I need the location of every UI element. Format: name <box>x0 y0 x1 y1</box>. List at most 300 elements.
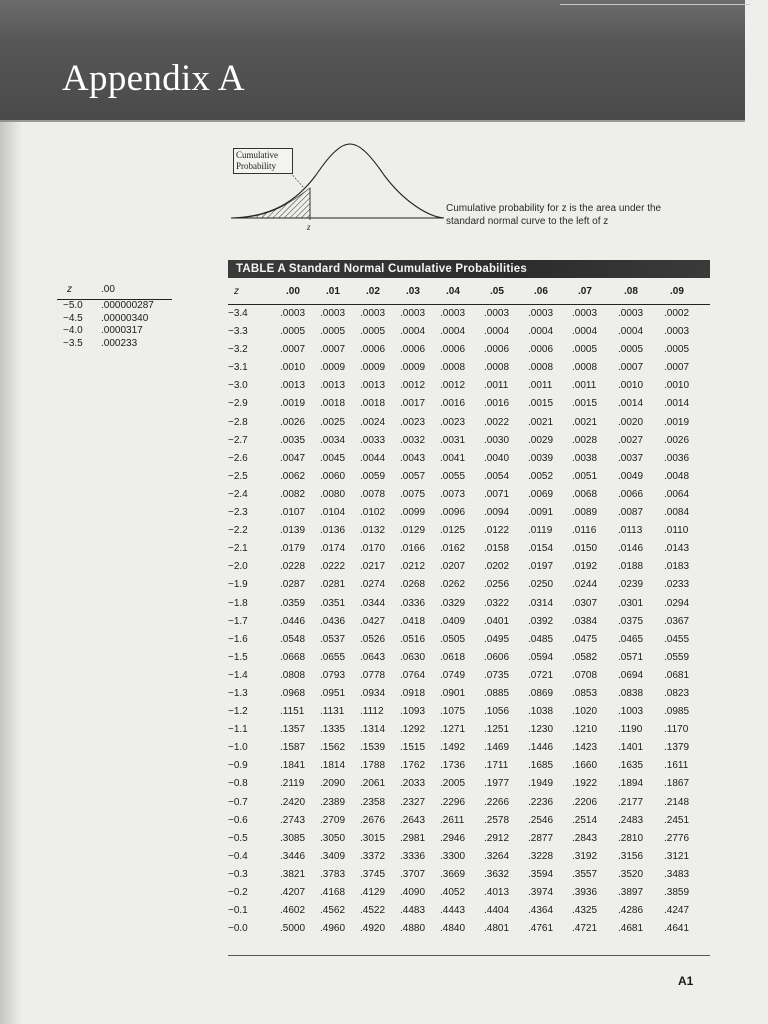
probability-cell: .1685 <box>528 760 554 772</box>
extreme-probability-value: .000000287 <box>101 300 154 311</box>
row-z-value: −2.5 <box>228 470 248 482</box>
probability-cell: .3483 <box>664 868 690 880</box>
probability-cell: .0039 <box>528 452 554 464</box>
probability-cell: .0016 <box>484 398 510 410</box>
probability-cell: .0009 <box>360 362 386 374</box>
probability-cell: .0132 <box>360 525 386 537</box>
probability-cell: .0045 <box>320 452 346 464</box>
table-row <box>228 739 710 757</box>
probability-cell: .0006 <box>484 344 510 356</box>
probability-cell: .1977 <box>484 778 510 790</box>
probability-cell: .1271 <box>440 724 466 736</box>
probability-cell: .4801 <box>484 923 510 935</box>
table-row <box>228 504 710 522</box>
probability-cell: .0202 <box>484 561 510 573</box>
probability-cell: .4286 <box>618 905 644 917</box>
probability-cell: .2546 <box>528 814 554 826</box>
figure-caption: Cumulative probability for z is the area under the standard normal curve to the left of z <box>446 203 662 227</box>
probability-cell: .0179 <box>280 543 306 555</box>
table-row <box>228 902 710 920</box>
probability-cell: .0823 <box>664 687 690 699</box>
probability-cell: .0026 <box>280 416 306 428</box>
probability-cell: .0078 <box>360 488 386 500</box>
probability-cell: .0004 <box>572 326 598 338</box>
probability-cell: .0007 <box>280 344 306 356</box>
row-z-value: −2.1 <box>228 543 248 555</box>
probability-cell: .0012 <box>440 380 466 392</box>
probability-cell: .0060 <box>320 470 346 482</box>
probability-cell: .0003 <box>320 308 346 319</box>
row-z-value: −1.6 <box>228 633 248 645</box>
probability-cell: .0007 <box>664 362 690 374</box>
probability-cell: .0228 <box>280 561 306 573</box>
probability-cell: .4960 <box>320 923 346 935</box>
table-row <box>228 866 710 884</box>
probability-cell: .4247 <box>664 905 690 917</box>
probability-cell: .1635 <box>618 760 644 772</box>
probability-cell: .0007 <box>618 362 644 374</box>
row-z-value: −3.3 <box>228 326 248 338</box>
header-col-10: .09 <box>670 286 684 297</box>
probability-cell: .0110 <box>664 525 689 537</box>
table-row <box>228 757 710 775</box>
probability-cell: .0005 <box>572 344 598 356</box>
probability-cell: .0764 <box>400 669 426 681</box>
probability-cell: .2877 <box>528 832 554 844</box>
probability-cell: .1492 <box>440 742 466 754</box>
probability-cell: .0375 <box>618 615 644 627</box>
probability-cell: .2266 <box>484 796 510 808</box>
probability-cell: .2611 <box>440 814 465 826</box>
probability-cell: .1894 <box>618 778 644 790</box>
probability-cell: .0007 <box>320 344 346 356</box>
probability-cell: .1515 <box>400 742 426 754</box>
probability-cell: .5000 <box>280 923 306 935</box>
probability-cell: .3974 <box>528 887 554 898</box>
table-row <box>228 468 710 486</box>
probability-cell: .0028 <box>572 434 598 446</box>
probability-cell: .0274 <box>360 579 386 591</box>
probability-cell: .0018 <box>320 398 346 410</box>
probability-cell: .0239 <box>618 579 644 591</box>
probability-cell: .0055 <box>440 470 466 482</box>
row-z-value: −1.3 <box>228 687 248 699</box>
probability-cell: .0721 <box>528 669 554 681</box>
extreme-z-value: −5.0 <box>63 300 83 311</box>
probability-cell: .4641 <box>664 923 690 935</box>
probability-cell: .0040 <box>484 452 510 464</box>
probability-cell: .0075 <box>400 488 426 500</box>
probability-cell: .2358 <box>360 796 386 808</box>
probability-cell: .2743 <box>280 814 306 826</box>
probability-cell: .0301 <box>618 597 644 609</box>
row-z-value: −2.4 <box>228 488 248 500</box>
probability-cell: .0003 <box>440 308 466 319</box>
probability-cell: .1949 <box>528 778 554 790</box>
probability-cell: .0010 <box>618 380 644 392</box>
probability-cell: .0030 <box>484 434 510 446</box>
probability-cell: .1762 <box>400 760 426 772</box>
probability-cell: .4129 <box>360 887 386 898</box>
probability-cell: .0082 <box>280 488 306 500</box>
probability-cell: .0071 <box>484 488 510 500</box>
probability-cell: .0008 <box>440 362 466 374</box>
figure-z-label: z <box>307 222 311 232</box>
probability-cell: .0003 <box>664 326 690 338</box>
probability-cell: .0618 <box>440 651 466 663</box>
row-z-value: −0.9 <box>228 760 248 772</box>
table-row <box>228 848 710 866</box>
probability-cell: .2090 <box>320 778 346 790</box>
probability-cell: .0681 <box>664 669 690 681</box>
probability-cell: .0250 <box>528 579 554 591</box>
probability-cell: .0080 <box>320 488 346 500</box>
probability-cell: .0233 <box>664 579 690 591</box>
probability-cell: .0099 <box>400 507 426 519</box>
probability-cell: .3264 <box>484 850 510 862</box>
probability-cell: .1922 <box>572 778 598 790</box>
probability-cell: .0475 <box>572 633 598 645</box>
probability-cell: .0708 <box>572 669 598 681</box>
table-row <box>228 812 710 830</box>
probability-cell: .0606 <box>484 651 510 663</box>
extreme-z-row <box>57 300 172 313</box>
probability-cell: .0043 <box>400 452 426 464</box>
row-z-value: −3.1 <box>228 362 248 374</box>
probability-cell: .2483 <box>618 814 644 826</box>
probability-cell: .0022 <box>484 416 510 428</box>
probability-cell: .1736 <box>440 760 466 772</box>
probability-cell: .0344 <box>360 597 386 609</box>
probability-cell: .0401 <box>484 615 510 627</box>
probability-cell: .3897 <box>618 887 644 898</box>
probability-cell: .0367 <box>664 615 690 627</box>
probability-cell: .0694 <box>618 669 644 681</box>
probability-cell: .2327 <box>400 796 426 808</box>
table-row <box>228 775 710 793</box>
probability-cell: .2578 <box>484 814 510 826</box>
probability-cell: .0059 <box>360 470 386 482</box>
probability-cell: .2676 <box>360 814 386 826</box>
probability-cell: .0537 <box>320 633 346 645</box>
probability-cell: .0281 <box>320 579 346 591</box>
appendix-title: Appendix A <box>62 58 245 99</box>
probability-cell: .3156 <box>618 850 644 862</box>
probability-cell: .0495 <box>484 633 510 645</box>
probability-cell: .0104 <box>320 507 346 519</box>
probability-cell: .0009 <box>400 362 426 374</box>
probability-cell: .4602 <box>280 905 306 917</box>
probability-cell: .0129 <box>400 525 426 537</box>
probability-cell: .1230 <box>528 724 554 736</box>
probability-cell: .0054 <box>484 470 510 482</box>
probability-cell: .0031 <box>440 434 466 446</box>
probability-cell: .0016 <box>440 398 466 410</box>
probability-cell: .0559 <box>664 651 690 663</box>
table-row <box>228 359 710 377</box>
table-header-row <box>228 278 710 305</box>
probability-cell: .0027 <box>618 434 644 446</box>
probability-cell: .0089 <box>572 507 598 519</box>
probability-cell: .3409 <box>320 850 346 862</box>
probability-cell: .0024 <box>360 416 386 428</box>
probability-cell: .1423 <box>572 742 598 754</box>
probability-cell: .0526 <box>360 633 386 645</box>
probability-cell: .1469 <box>484 742 510 754</box>
probability-cell: .4681 <box>618 923 644 935</box>
probability-cell: .3121 <box>664 850 690 862</box>
probability-cell: .1056 <box>484 706 510 718</box>
probability-cell: .0143 <box>664 543 690 555</box>
probability-cell: .0014 <box>664 398 690 410</box>
probability-cell: .0006 <box>400 344 426 356</box>
header-col-5: .04 <box>446 286 460 297</box>
probability-cell: .0015 <box>528 398 554 410</box>
probability-cell: .0244 <box>572 579 598 591</box>
probability-cell: .4090 <box>400 887 426 898</box>
probability-cell: .0048 <box>664 470 690 482</box>
table-row <box>228 721 710 739</box>
extreme-z-header <box>57 284 172 300</box>
table-row <box>228 884 710 902</box>
probability-cell: .0668 <box>280 651 306 663</box>
probability-cell: .0262 <box>440 579 466 591</box>
probability-cell: .0735 <box>484 669 510 681</box>
probability-cell: .3192 <box>572 850 598 862</box>
probability-cell: .0013 <box>360 380 386 392</box>
probability-cell: .4562 <box>320 905 346 917</box>
probability-cell: .2119 <box>280 778 305 790</box>
probability-cell: .3707 <box>400 868 426 880</box>
probability-cell: .4761 <box>528 923 554 935</box>
probability-cell: .0021 <box>528 416 554 428</box>
probability-cell: .0749 <box>440 669 466 681</box>
probability-cell: .0021 <box>572 416 598 428</box>
table-row <box>228 558 710 576</box>
row-z-value: −0.1 <box>228 905 248 917</box>
probability-cell: .2514 <box>572 814 598 826</box>
probability-cell: .0003 <box>280 308 306 319</box>
probability-cell: .4483 <box>400 905 426 917</box>
probability-cell: .0003 <box>528 308 554 319</box>
row-z-value: −3.2 <box>228 344 248 356</box>
row-z-value: −1.8 <box>228 597 248 609</box>
probability-cell: .0207 <box>440 561 466 573</box>
table-row <box>228 631 710 649</box>
probability-cell: .0136 <box>320 525 346 537</box>
probability-cell: .0004 <box>400 326 426 338</box>
extreme-probability-value: .000233 <box>101 337 138 349</box>
shaded-area <box>236 188 310 218</box>
probability-cell: .0869 <box>528 687 554 699</box>
probability-cell: .0934 <box>360 687 386 699</box>
probability-cell: .0853 <box>572 687 598 699</box>
table-bottom-rule <box>228 955 710 956</box>
extreme-z-value: −4.5 <box>63 312 83 324</box>
row-z-value: −2.8 <box>228 416 248 428</box>
extreme-z-table <box>57 284 172 350</box>
probability-cell: .0392 <box>528 615 554 627</box>
probability-cell: .3669 <box>440 868 466 880</box>
row-z-value: −1.5 <box>228 651 248 663</box>
probability-cell: .0158 <box>484 543 510 555</box>
extreme-probability-value: .0000317 <box>101 325 143 336</box>
probability-cell: .0012 <box>400 380 426 392</box>
probability-cell: .0170 <box>360 543 386 555</box>
probability-cell: .0838 <box>618 687 644 699</box>
header-col-3: .02 <box>366 286 380 297</box>
table-row <box>228 414 710 432</box>
probability-cell: .0951 <box>320 687 346 699</box>
probability-cell: .3745 <box>360 868 386 880</box>
probability-cell: .0122 <box>484 525 510 537</box>
probability-cell: .4013 <box>484 887 510 898</box>
extreme-z-row <box>57 325 172 338</box>
probability-cell: .1401 <box>618 742 644 754</box>
probability-cell: .0516 <box>400 633 426 645</box>
extreme-z-value: −4.0 <box>63 325 83 336</box>
probability-cell: .0005 <box>664 344 690 356</box>
row-z-value: −1.2 <box>228 706 248 718</box>
probability-cell: .4920 <box>360 923 386 935</box>
table-row <box>228 323 710 341</box>
probability-cell: .0222 <box>320 561 346 573</box>
probability-cell: .0009 <box>320 362 346 374</box>
probability-cell: .0808 <box>280 669 306 681</box>
probability-cell: .0162 <box>440 543 466 555</box>
probability-cell: .1151 <box>280 706 305 718</box>
probability-cell: .0119 <box>528 525 553 537</box>
probability-cell: .2389 <box>320 796 346 808</box>
probability-cell: .1335 <box>320 724 346 736</box>
probability-cell: .0294 <box>664 597 690 609</box>
probability-cell: .0006 <box>360 344 386 356</box>
table-row <box>228 450 710 468</box>
probability-cell: .0005 <box>280 326 306 338</box>
probability-cell: .0418 <box>400 615 426 627</box>
probability-cell: .2643 <box>400 814 426 826</box>
probability-cell: .3594 <box>528 868 554 880</box>
probability-cell: .0091 <box>528 507 554 519</box>
probability-cell: .1611 <box>664 760 689 772</box>
probability-cell: .1112 <box>360 706 384 718</box>
probability-cell: .0041 <box>440 452 466 464</box>
probability-cell: .0052 <box>528 470 554 482</box>
probability-cell: .0023 <box>440 416 466 428</box>
row-z-value: −0.4 <box>228 850 248 862</box>
header-band <box>0 0 745 120</box>
row-z-value: −1.4 <box>228 669 248 681</box>
probability-cell: .3632 <box>484 868 510 880</box>
probability-cell: .0183 <box>664 561 690 573</box>
probability-cell: .0116 <box>572 525 597 537</box>
row-z-value: −1.7 <box>228 615 248 627</box>
probability-cell: .1587 <box>280 742 306 754</box>
probability-cell: .0094 <box>484 507 510 519</box>
probability-cell: .2451 <box>664 814 690 826</box>
header-col-9: .08 <box>624 286 638 297</box>
probability-cell: .0505 <box>440 633 466 645</box>
probability-cell: .1379 <box>664 742 690 754</box>
probability-cell: .0268 <box>400 579 426 591</box>
probability-cell: .3859 <box>664 887 690 898</box>
probability-cell: .0017 <box>400 398 426 410</box>
probability-cell: .2420 <box>280 796 306 808</box>
row-z-value: −0.2 <box>228 887 248 898</box>
row-z-value: −0.0 <box>228 923 248 935</box>
header-col-8: .07 <box>578 286 592 297</box>
row-z-value: −1.0 <box>228 742 248 754</box>
probability-cell: .0548 <box>280 633 306 645</box>
probability-cell: .0069 <box>528 488 554 500</box>
probability-cell: .4325 <box>572 905 598 917</box>
probability-cell: .2296 <box>440 796 466 808</box>
probability-cell: .0004 <box>440 326 466 338</box>
extreme-z-header-z: z <box>67 284 72 295</box>
probability-cell: .0003 <box>572 308 598 319</box>
probability-cell: .0322 <box>484 597 510 609</box>
probability-cell: .2709 <box>320 814 346 826</box>
probability-cell: .0096 <box>440 507 466 519</box>
probability-cell: .0192 <box>572 561 598 573</box>
probability-cell: .0008 <box>484 362 510 374</box>
header-col-2: .01 <box>326 286 340 297</box>
table-row <box>228 377 710 395</box>
probability-cell: .2177 <box>618 796 644 808</box>
probability-cell: .0023 <box>400 416 426 428</box>
probability-cell: .1814 <box>320 760 346 772</box>
probability-cell: .0197 <box>528 561 554 573</box>
row-z-value: −0.5 <box>228 832 248 844</box>
probability-cell: .0006 <box>528 344 554 356</box>
probability-cell: .0003 <box>360 308 386 319</box>
probability-cell: .1841 <box>280 760 306 772</box>
probability-cell: .0003 <box>400 308 426 319</box>
probability-cell: .2843 <box>572 832 598 844</box>
probability-cell: .1190 <box>618 724 643 736</box>
probability-cell: .4364 <box>528 905 554 917</box>
row-z-value: −0.6 <box>228 814 248 826</box>
probability-cell: .0011 <box>484 380 509 392</box>
probability-cell: .0465 <box>618 633 644 645</box>
probability-cell: .0025 <box>320 416 346 428</box>
row-z-value: −2.3 <box>228 507 248 519</box>
page-number: A1 <box>678 974 694 988</box>
probability-cell: .0630 <box>400 651 426 663</box>
probability-cell: .0010 <box>664 380 690 392</box>
probability-cell: .0034 <box>320 434 346 446</box>
probability-cell: .0918 <box>400 687 426 699</box>
row-z-value: −3.4 <box>228 308 248 319</box>
probability-cell: .3783 <box>320 868 346 880</box>
probability-cell: .0018 <box>360 398 386 410</box>
row-z-value: −2.2 <box>228 525 248 537</box>
probability-cell: .0455 <box>664 633 690 645</box>
probability-cell: .0314 <box>528 597 554 609</box>
row-z-value: −2.7 <box>228 434 248 446</box>
probability-cell: .3520 <box>618 868 644 880</box>
probability-cell: .0212 <box>400 561 426 573</box>
probability-cell: .1660 <box>572 760 598 772</box>
probability-cell: .0256 <box>484 579 510 591</box>
probability-cell: .0594 <box>528 651 554 663</box>
probability-cell: .3936 <box>572 887 598 898</box>
probability-cell: .2981 <box>400 832 426 844</box>
probability-cell: .1003 <box>618 706 644 718</box>
probability-cell: .0287 <box>280 579 306 591</box>
probability-cell: .0019 <box>280 398 306 410</box>
probability-cell: .0139 <box>280 525 306 537</box>
